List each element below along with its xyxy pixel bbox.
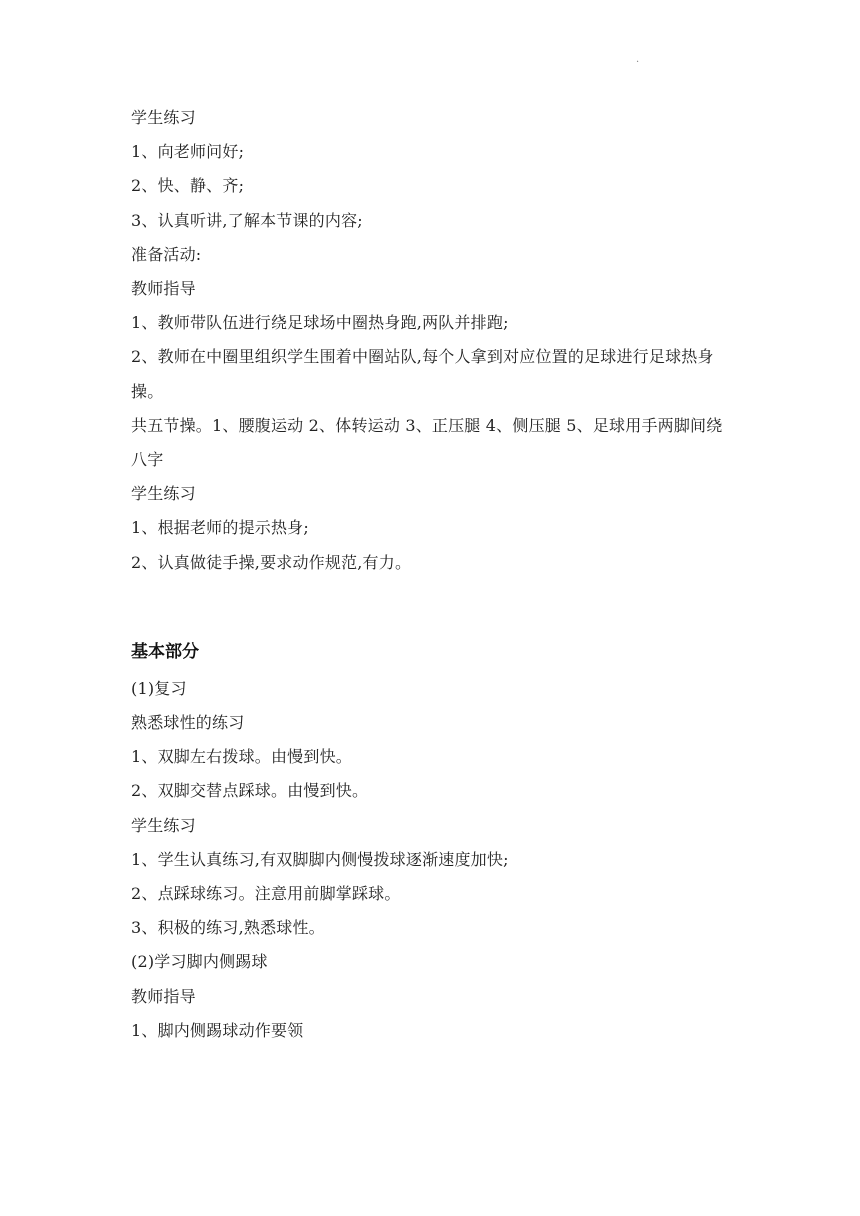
section-heading: 基本部分 xyxy=(131,641,199,662)
basic-line: (1)复习 xyxy=(131,678,187,698)
page-mark: · xyxy=(636,57,640,68)
basic-line: 1、脚内侧踢球动作要领 xyxy=(131,1020,304,1040)
warmup-paragraph: 2、教师在中圈里组织学生围着中圈站队,每个人拿到对应位置的足球进行足球热身操。 xyxy=(131,347,714,401)
basic-line: 3、积极的练习,熟悉球性。 xyxy=(131,918,325,938)
basic-line: 2、点踩球练习。注意用前脚掌踩球。 xyxy=(131,884,401,904)
basic-line: 教师指导 xyxy=(131,986,196,1006)
warmup-line: 2、快、静、齐; xyxy=(131,176,245,196)
warmup-line: 3、认真听讲,了解本节课的内容; xyxy=(131,210,363,230)
basic-line: (2)学习脚内侧踢球 xyxy=(131,952,268,972)
warmup-line: 2、认真做徒手操,要求动作规范,有力。 xyxy=(131,552,412,572)
basic-line: 1、双脚左右拨球。由慢到快。 xyxy=(131,747,352,767)
basic-line: 学生练习 xyxy=(131,815,196,835)
warmup-line: 1、向老师问好; xyxy=(131,142,245,162)
warmup-line: 1、根据老师的提示热身; xyxy=(131,518,309,538)
basic-line: 2、双脚交替点踩球。由慢到快。 xyxy=(131,781,369,801)
warmup-line: 学生练习 xyxy=(131,108,196,127)
warmup-line: 学生练习 xyxy=(131,484,196,504)
document-body xyxy=(131,101,736,1048)
warmup-line: 1、教师带队伍进行绕足球场中圈热身跑,两队并排跑; xyxy=(131,313,509,333)
warmup-paragraph: 共五节操。1、腰腹运动 2、体转运动 3、正压腿 4、侧压腿 5、足球用手两脚间绕八字 xyxy=(131,415,723,470)
basic-line: 1、学生认真练习,有双脚脚内侧慢拨球逐渐速度加快; xyxy=(131,849,509,869)
basic-line: 熟悉球性的练习 xyxy=(131,713,245,733)
warmup-line: 教师指导 xyxy=(131,279,196,299)
warmup-line: 准备活动: xyxy=(131,244,202,264)
